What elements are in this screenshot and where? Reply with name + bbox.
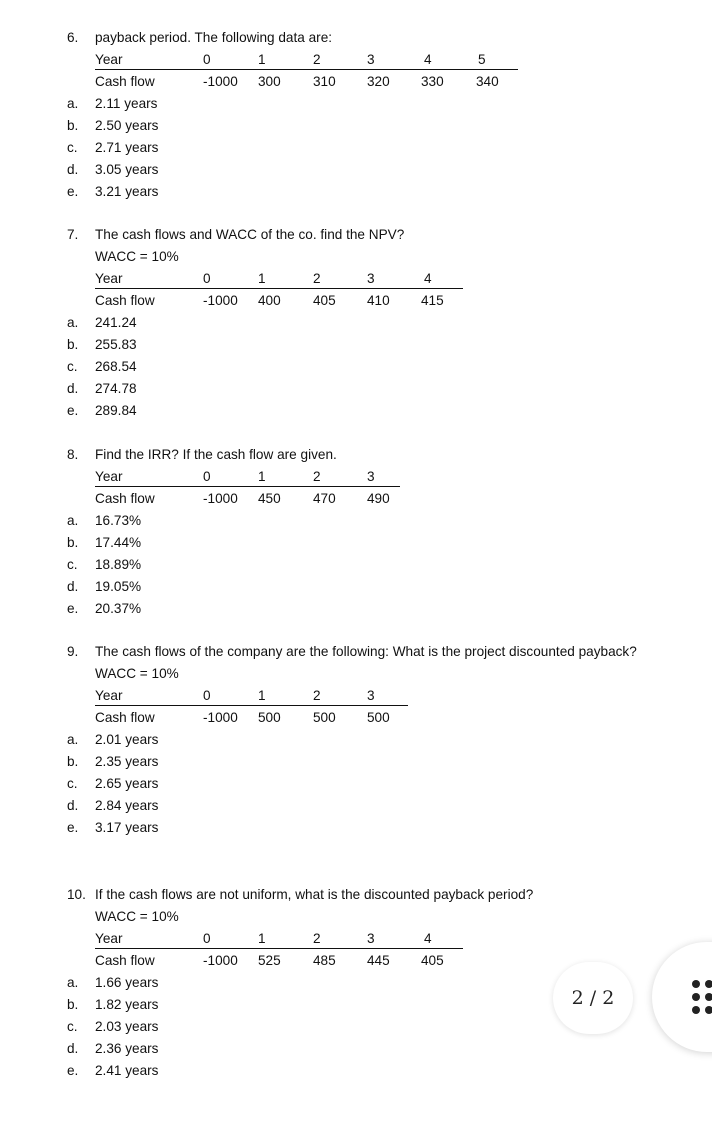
year-cell: 4 bbox=[424, 931, 432, 946]
option-letter: a. bbox=[67, 315, 79, 330]
year-label: Year bbox=[95, 931, 123, 946]
answer-option[interactable] bbox=[67, 557, 141, 572]
year-cell: 0 bbox=[203, 931, 211, 946]
option-letter: a. bbox=[67, 975, 79, 990]
cash-flow-cell: 450 bbox=[258, 491, 281, 506]
year-cell: 0 bbox=[203, 52, 211, 67]
cash-flow-cell: 400 bbox=[258, 293, 281, 308]
year-cell: 0 bbox=[203, 271, 211, 286]
option-letter: e. bbox=[67, 601, 79, 616]
cash-flow-cell: 485 bbox=[313, 953, 336, 968]
cash-flow-cell: 470 bbox=[313, 491, 336, 506]
wacc-label: WACC = 10% bbox=[95, 249, 179, 264]
option-letter: d. bbox=[67, 1041, 79, 1056]
year-cell: 1 bbox=[258, 271, 266, 286]
answer-option[interactable] bbox=[67, 513, 141, 528]
option-letter: a. bbox=[67, 96, 79, 111]
answer-option[interactable] bbox=[67, 1063, 158, 1078]
dot bbox=[692, 993, 700, 1001]
cash-flow-cell: 330 bbox=[421, 74, 444, 89]
answer-option[interactable] bbox=[67, 118, 158, 133]
option-letter: a. bbox=[67, 732, 79, 747]
page-indicator: 2 / 2 bbox=[553, 962, 633, 1034]
option-letter: d. bbox=[67, 579, 79, 594]
cash-flow-label: Cash flow bbox=[95, 293, 155, 308]
option-letter: d. bbox=[67, 162, 79, 177]
wacc-label: WACC = 10% bbox=[95, 666, 179, 681]
answer-option[interactable] bbox=[67, 1019, 158, 1034]
year-cell: 3 bbox=[367, 271, 375, 286]
option-text: 1.66 years bbox=[95, 975, 159, 990]
question-heading bbox=[67, 30, 332, 45]
dot bbox=[705, 980, 712, 988]
table-rule bbox=[95, 705, 408, 706]
option-letter: c. bbox=[67, 776, 78, 791]
year-label: Year bbox=[95, 469, 123, 484]
option-letter: e. bbox=[67, 820, 79, 835]
option-text: 289.84 bbox=[95, 403, 137, 418]
question-text: The cash flows and WACC of the co. find the NPV? bbox=[95, 227, 405, 242]
cash-flow-label: Cash flow bbox=[95, 491, 155, 506]
question-number: 6. bbox=[67, 30, 79, 45]
option-text: 3.21 years bbox=[95, 184, 159, 199]
answer-option[interactable] bbox=[67, 96, 157, 111]
option-text: 2.71 years bbox=[95, 140, 159, 155]
cash-flow-cell: 415 bbox=[421, 293, 444, 308]
option-text: 19.05% bbox=[95, 579, 142, 594]
option-text: 3.05 years bbox=[95, 162, 159, 177]
answer-option[interactable] bbox=[67, 359, 137, 374]
option-letter: c. bbox=[67, 359, 78, 374]
year-cell: 3 bbox=[367, 688, 375, 703]
question-number: 9. bbox=[67, 644, 79, 659]
year-cell: 4 bbox=[424, 271, 432, 286]
answer-option[interactable] bbox=[67, 820, 158, 835]
year-cell: 0 bbox=[203, 469, 211, 484]
cash-flow-cell: 300 bbox=[258, 74, 281, 89]
cash-flow-cell: 405 bbox=[421, 953, 444, 968]
cash-flow-cell: 410 bbox=[367, 293, 390, 308]
cash-flow-label: Cash flow bbox=[95, 953, 155, 968]
option-text: 2.01 years bbox=[95, 732, 159, 747]
year-cell: 2 bbox=[313, 469, 321, 484]
option-letter: b. bbox=[67, 337, 79, 352]
option-text: 241.24 bbox=[95, 315, 137, 330]
cash-flow-cell: 405 bbox=[313, 293, 336, 308]
cash-flow-cell: 340 bbox=[476, 74, 499, 89]
option-text: 274.78 bbox=[95, 381, 137, 396]
wacc-label: WACC = 10% bbox=[95, 909, 179, 924]
cash-flow-cell: 500 bbox=[313, 710, 336, 725]
option-letter: d. bbox=[67, 381, 79, 396]
cash-flow-cell: -1000 bbox=[203, 710, 238, 725]
dot bbox=[705, 1006, 712, 1014]
dot bbox=[692, 980, 700, 988]
answer-option[interactable] bbox=[67, 403, 137, 418]
option-text: 2.36 years bbox=[95, 1041, 159, 1056]
cash-flow-cell: -1000 bbox=[203, 74, 238, 89]
answer-option[interactable] bbox=[67, 601, 141, 616]
option-letter: b. bbox=[67, 754, 79, 769]
year-cell: 3 bbox=[367, 469, 375, 484]
option-letter: e. bbox=[67, 184, 79, 199]
question-text: The cash flows of the company are the following: What is the project discounted payback? bbox=[95, 644, 637, 659]
table-rule bbox=[95, 288, 463, 289]
question-text: If the cash flows are not uniform, what is the discounted payback period? bbox=[95, 887, 534, 902]
cash-flow-cell: 525 bbox=[258, 953, 281, 968]
option-letter: b. bbox=[67, 997, 79, 1012]
option-text: 3.17 years bbox=[95, 820, 159, 835]
cash-flow-cell: 320 bbox=[367, 74, 390, 89]
year-cell: 5 bbox=[478, 52, 486, 67]
option-letter: e. bbox=[67, 403, 79, 418]
answer-option[interactable] bbox=[67, 579, 141, 594]
year-label: Year bbox=[95, 271, 123, 286]
answer-option[interactable] bbox=[67, 140, 158, 155]
year-cell: 3 bbox=[367, 931, 375, 946]
year-cell: 3 bbox=[367, 52, 375, 67]
option-text: 2.41 years bbox=[95, 1063, 159, 1078]
answer-option[interactable] bbox=[67, 798, 158, 813]
option-text: 18.89% bbox=[95, 557, 142, 572]
answer-option[interactable] bbox=[67, 535, 141, 550]
year-label: Year bbox=[95, 52, 123, 67]
option-text: 2.11 years bbox=[95, 96, 158, 111]
answer-option[interactable] bbox=[67, 315, 137, 330]
question-number: 7. bbox=[67, 227, 79, 242]
option-letter: d. bbox=[67, 798, 79, 813]
cash-flow-cell: 490 bbox=[367, 491, 390, 506]
year-cell: 2 bbox=[313, 52, 321, 67]
cash-flow-cell: 500 bbox=[367, 710, 390, 725]
option-letter: e. bbox=[67, 1063, 79, 1078]
table-rule bbox=[95, 486, 400, 487]
cash-flow-cell: -1000 bbox=[203, 953, 238, 968]
menu-button[interactable] bbox=[652, 942, 712, 1052]
dot bbox=[705, 993, 712, 1001]
option-text: 2.50 years bbox=[95, 118, 159, 133]
option-text: 1.82 years bbox=[95, 997, 159, 1012]
question-heading bbox=[67, 644, 637, 659]
dot bbox=[692, 1006, 700, 1014]
question-text: payback period. The following data are: bbox=[95, 30, 333, 45]
option-letter: a. bbox=[67, 513, 79, 528]
option-letter: b. bbox=[67, 535, 79, 550]
answer-option[interactable] bbox=[67, 381, 137, 396]
answer-option[interactable] bbox=[67, 754, 158, 769]
cash-flow-label: Cash flow bbox=[95, 710, 155, 725]
year-cell: 2 bbox=[313, 688, 321, 703]
option-text: 20.37% bbox=[95, 601, 142, 616]
question-heading bbox=[67, 227, 404, 242]
option-text: 2.03 years bbox=[95, 1019, 159, 1034]
answer-option[interactable] bbox=[67, 1041, 158, 1056]
year-cell: 0 bbox=[203, 688, 211, 703]
year-cell: 1 bbox=[258, 688, 266, 703]
answer-option[interactable] bbox=[67, 975, 158, 990]
year-label: Year bbox=[95, 688, 123, 703]
year-cell: 1 bbox=[258, 931, 266, 946]
option-text: 16.73% bbox=[95, 513, 142, 528]
option-text: 2.65 years bbox=[95, 776, 159, 791]
year-cell: 1 bbox=[258, 52, 266, 67]
option-text: 268.54 bbox=[95, 359, 137, 374]
cash-flow-cell: -1000 bbox=[203, 491, 238, 506]
option-letter: c. bbox=[67, 557, 78, 572]
cash-flow-cell: 500 bbox=[258, 710, 281, 725]
option-text: 2.35 years bbox=[95, 754, 159, 769]
question-heading bbox=[67, 887, 533, 902]
option-letter: b. bbox=[67, 118, 79, 133]
option-letter: c. bbox=[67, 1019, 78, 1034]
cash-flow-label: Cash flow bbox=[95, 74, 155, 89]
option-text: 255.83 bbox=[95, 337, 137, 352]
table-rule bbox=[95, 69, 518, 70]
answer-option[interactable] bbox=[67, 162, 158, 177]
answer-option[interactable] bbox=[67, 184, 158, 199]
question-number: 10. bbox=[67, 887, 86, 902]
answer-option[interactable] bbox=[67, 997, 158, 1012]
question-text: Find the IRR? If the cash flow are given. bbox=[95, 447, 337, 462]
table-rule bbox=[95, 948, 463, 949]
question-heading bbox=[67, 447, 337, 462]
year-cell: 4 bbox=[424, 52, 432, 67]
answer-option[interactable] bbox=[67, 337, 137, 352]
year-cell: 1 bbox=[258, 469, 266, 484]
answer-option[interactable] bbox=[67, 776, 158, 791]
cash-flow-cell: -1000 bbox=[203, 293, 238, 308]
question-number: 8. bbox=[67, 447, 79, 462]
year-cell: 2 bbox=[313, 271, 321, 286]
year-cell: 2 bbox=[313, 931, 321, 946]
option-letter: c. bbox=[67, 140, 78, 155]
option-text: 17.44% bbox=[95, 535, 142, 550]
cash-flow-cell: 445 bbox=[367, 953, 390, 968]
answer-option[interactable] bbox=[67, 732, 158, 747]
cash-flow-cell: 310 bbox=[313, 74, 336, 89]
option-text: 2.84 years bbox=[95, 798, 159, 813]
